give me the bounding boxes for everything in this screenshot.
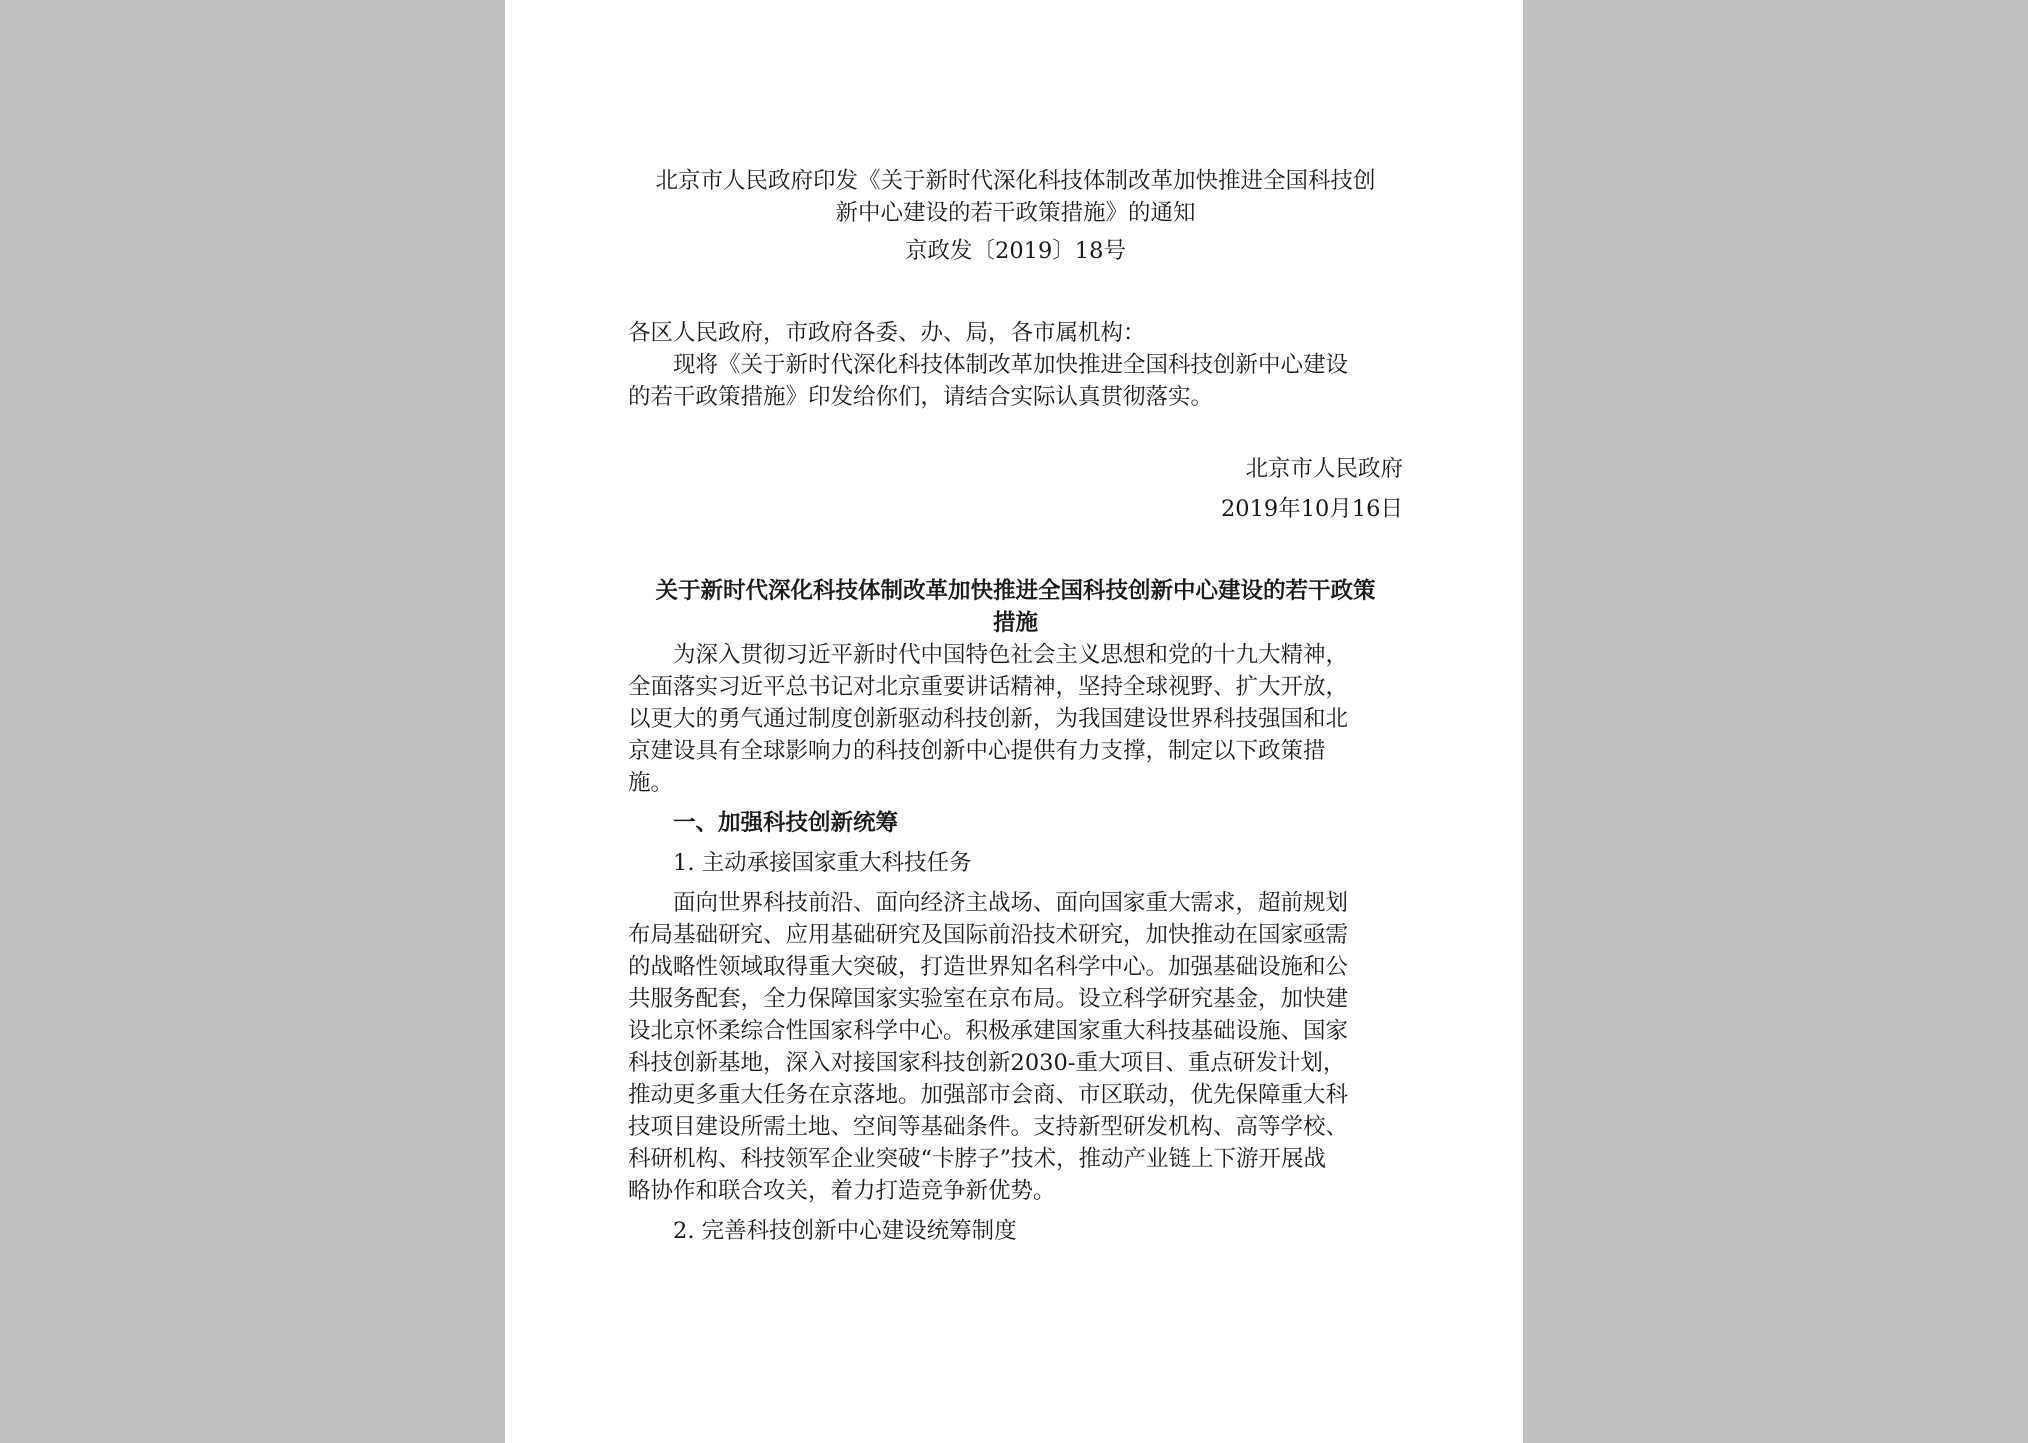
document-number: 京政发〔2019〕18号	[905, 238, 1126, 264]
item1-body-line: 的战略性领域取得重大突破，打造世界知名科学中心。加强基础设施和公	[628, 954, 1349, 980]
notice-body-line2: 的若干政策措施》印发给你们，请结合实际认真贯彻落实。	[628, 384, 1214, 410]
item1-body-line: 科技创新基地，深入对接国家科技创新2030-重大项目、重点研发计划，	[628, 1050, 1346, 1076]
intro-line: 为深入贯彻习近平新时代中国特色社会主义思想和党的十九大精神，	[673, 642, 1349, 668]
item1-title: 1. 主动承接国家重大科技任务	[673, 850, 972, 876]
notice-title-line1: 北京市人民政府印发《关于新时代深化科技体制改革加快推进全国科技创	[655, 168, 1376, 194]
item1-body-line: 略协作和联合攻关，着力打造竞争新优势。	[628, 1178, 1056, 1204]
item1-body-line: 布局基础研究、应用基础研究及国际前沿技术研究，加快推动在国家亟需	[628, 922, 1349, 948]
measures-title-line1: 关于新时代深化科技体制改革加快推进全国科技创新中心建设的若干政策	[655, 578, 1376, 604]
notice-title-line2: 新中心建设的若干政策措施》的通知	[835, 200, 1196, 226]
item1-body-line: 面向世界科技前沿、面向经济主战场、面向国家重大需求，超前规划	[673, 890, 1349, 916]
salutation: 各区人民政府，市政府各委、办、局，各市属机构：	[628, 320, 1146, 346]
page-content	[628, 165, 1403, 1247]
issue-date: 2019年10月16日	[1220, 496, 1403, 522]
document-page	[505, 0, 1523, 1443]
signature: 北京市人民政府	[1245, 456, 1403, 482]
section-heading: 一、加强科技创新统筹	[673, 810, 899, 836]
notice-body-line1: 现将《关于新时代深化科技体制改革加快推进全国科技创新中心建设	[673, 352, 1349, 378]
intro-line: 京建设具有全球影响力的科技创新中心提供有力支撑，制定以下政策措	[628, 738, 1326, 764]
item2-title: 2. 完善科技创新中心建设统筹制度	[673, 1218, 1017, 1244]
intro-line: 全面落实习近平总书记对北京重要讲话精神，坚持全球视野、扩大开放，	[628, 674, 1349, 700]
intro-line: 以更大的勇气通过制度创新驱动科技创新，为我国建设世界科技强国和北	[628, 706, 1349, 732]
intro-line: 施。	[628, 770, 674, 796]
item1-body-line: 技项目建设所需土地、空间等基础条件。支持新型研发机构、高等学校、	[628, 1114, 1349, 1140]
measures-title-line2: 措施	[992, 610, 1038, 636]
item1-body-line: 设北京怀柔综合性国家科学中心。积极承建国家重大科技基础设施、国家	[628, 1018, 1349, 1044]
item1-body-line: 科研机构、科技领军企业突破“卡脖子”技术，推动产业链上下游开展战	[628, 1146, 1327, 1172]
item1-body-line: 共服务配套，全力保障国家实验室在京布局。设立科学研究基金，加快建	[628, 986, 1349, 1012]
item1-body-line: 推动更多重大任务在京落地。加强部市会商、市区联动，优先保障重大科	[628, 1082, 1349, 1108]
